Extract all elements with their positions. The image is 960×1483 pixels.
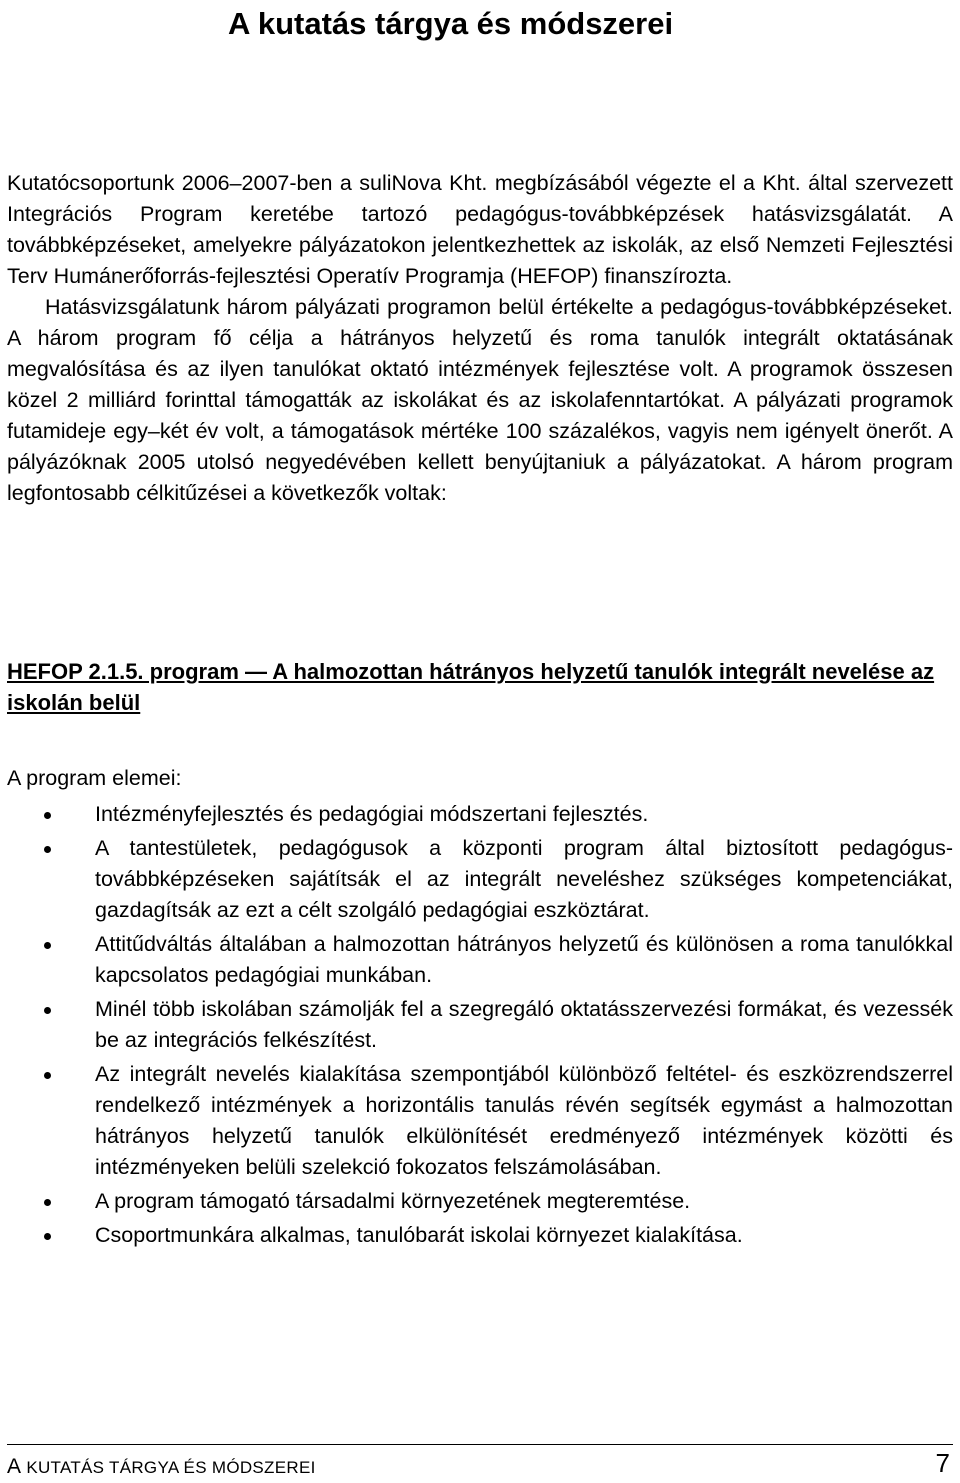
bullet-icon <box>44 846 51 853</box>
list-item <box>7 1220 953 1251</box>
list-item <box>7 1059 953 1183</box>
list-item-text: Intézményfejlesztés és pedagógiai módszertani fejlesztés. <box>95 802 649 826</box>
page-title: A kutatás tárgya és módszerei <box>228 6 674 41</box>
list-item <box>7 929 953 991</box>
bullet-icon <box>44 1007 51 1014</box>
footer-divider <box>7 1444 953 1445</box>
list-item-text: Attitűdváltás általában a halmozottan hátrányos helyzetű és különösen a roma tanulókkal kapcsolatos pedagógiai munkában. <box>95 932 953 987</box>
list-item <box>7 799 953 830</box>
bullet-icon <box>44 1233 51 1240</box>
intro-sentence-2: A továbbképzéseket, amelyekre pályázatokon jelentkezhettek az iskolák, az első Nemzeti Fejlesztési Terv Humánerőforrás-fejlesztési Operatív Programja (HEFOP) finanszírozta. <box>7 202 953 288</box>
bullet-icon <box>44 1072 51 1079</box>
running-footer-text: KUTATÁS TÁRGYA ÉS MÓDSZEREI <box>26 1458 316 1477</box>
page-number: 7 <box>935 1448 950 1478</box>
program-elements-label: A program elemei: <box>7 766 182 790</box>
intro-paragraph <box>7 168 953 509</box>
list-item <box>7 994 953 1056</box>
bullet-icon <box>44 812 51 819</box>
list-item-text: A program támogató társadalmi környezetének megteremtése. <box>95 1189 691 1213</box>
list-item-text: Az integrált nevelés kialakítása szempontjából különböző feltétel- és eszközrendszerrel rendelkező intézmények a horizontális tanulás révén segítsék egymást a halmozottan hátrányos helyzetű tanulók elkülönítését eredményező intézmények közötti és intézményeken belüli szelekció fokozatos felszámolásában. <box>95 1062 953 1179</box>
list-item <box>7 1186 953 1217</box>
list-item-text: A tantestületek, pedagógusok a központi program által biztosított pedagógus-továbbképzéseken sajátítsák el az integrált neveléshez szükséges kompetenciákat, gazdagítsák az ezt a célt szolgáló pedagógiai eszköztárat. <box>95 836 953 922</box>
section-heading: HEFOP 2.1.5. program — A halmozottan hátrányos helyzetű tanulók integrált nevelése az iskolán belül <box>7 659 935 715</box>
intro-sentence-1: Kutatócsoportunk 2006–2007-ben a suliNova Kht. megbízásából végezte el a Kht. által szervezett Integrációs Program keretébe tartozó pedagógus-továbbképzések hatásvizsgálatát. <box>7 171 953 226</box>
bullet-icon <box>44 1199 51 1206</box>
program-elements-list <box>7 799 953 1254</box>
intro-sentence-3: Hatásvizsgálatunk három pályázati programon belül értékelte a pedagógus-továbbképzéseket. A három program fő célja a hátrányos helyzetű és roma tanulók integrált oktatásának megvalósítása és az ilyen tanulókat oktató intézmények fejlesztése volt. A programok összesen közel 2 milliárd forinttal támogatták az iskolákat és az iskolafenntartókat. A pályázati programok futamideje egy–két év volt, a támogatások mértéke 100 százalékos, vagyis nem igényelt önerőt. A pályázóknak 2005 utolsó negyedévében kellett benyújtaniuk a pályázatokat. A három program legfontosabb célkitűzései a következők voltak: <box>7 295 953 505</box>
list-item <box>7 833 953 926</box>
running-footer-initial: A <box>7 1455 22 1478</box>
bullet-icon <box>44 942 51 949</box>
list-item-text: Minél több iskolában számolják fel a szegregáló oktatásszervezési formákat, és vezessék be az integrációs felkészítést. <box>95 997 953 1052</box>
running-footer <box>7 1455 316 1479</box>
list-item-text: Csoportmunkára alkalmas, tanulóbarát iskolai környezet kialakítása. <box>95 1223 743 1247</box>
